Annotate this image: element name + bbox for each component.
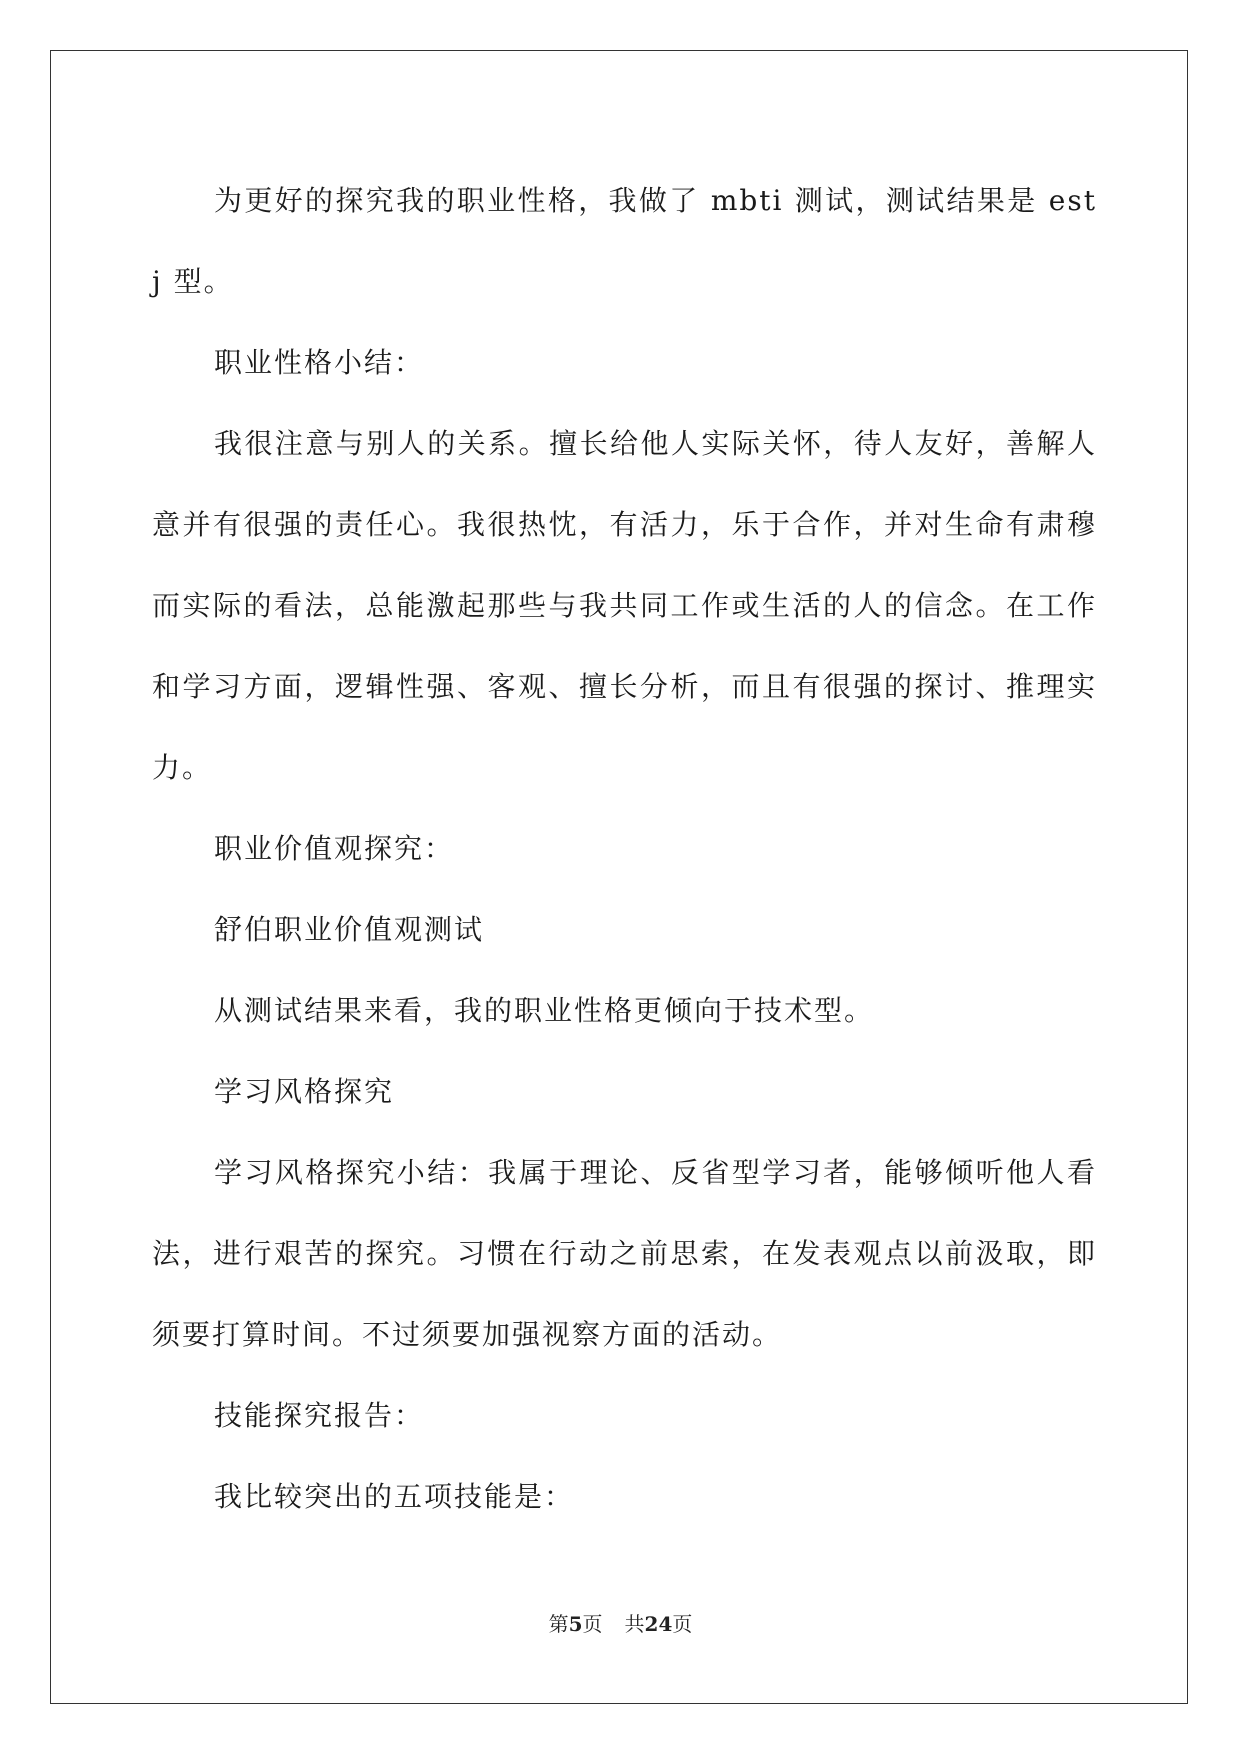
footer-total-suffix: 页 — [672, 1612, 693, 1636]
paragraph-learning-style-summary: 学习风格探究小结：我属于理论、反省型学习者，能够倾听他人看法，进行艰苦的探究。习惯在行动之前思索，在发表观点以前汲取，即须要打算时间。不过须要加强视察方面的活动。 — [152, 1156, 1097, 1351]
paragraph-personality-summary: 我很注意与别人的关系。擅长给他人实际关怀，待人友好，善解人意并有很强的责任心。我很热忱，有活力，乐于合作，并对生命有肃穆而实际的看法，总能激起那些与我共同工作或生活的人的信念。在工作和学习方面，逻辑性强、客观、擅长分析，而且有很强的探讨、推理实力。 — [152, 427, 1097, 784]
heading-career-values: 职业价值观探究： — [214, 832, 455, 865]
footer-prefix: 第 — [548, 1612, 569, 1636]
paragraph-test-result: 从测试结果来看，我的职业性格更倾向于技术型。 — [214, 994, 875, 1027]
footer-page-number: 5 — [568, 1612, 583, 1636]
heading-skills-report: 技能探究报告： — [214, 1399, 425, 1432]
footer-page-suffix: 页 — [582, 1612, 603, 1636]
paragraph-top-skills: 我比较突出的五项技能是： — [214, 1480, 575, 1513]
page-footer — [0, 1608, 1241, 1637]
paragraph-mbti: 为更好的探究我的职业性格，我做了 mbti 测试，测试结果是 estj 型。 — [152, 184, 1097, 298]
heading-career-personality-summary: 职业性格小结： — [214, 346, 425, 379]
document-body — [152, 160, 1097, 1537]
footer-total-prefix: 共 — [624, 1612, 645, 1636]
footer-total-pages: 24 — [644, 1612, 673, 1636]
heading-learning-style: 学习风格探究 — [214, 1075, 395, 1108]
paragraph-super-values-test: 舒伯职业价值观测试 — [214, 913, 485, 946]
